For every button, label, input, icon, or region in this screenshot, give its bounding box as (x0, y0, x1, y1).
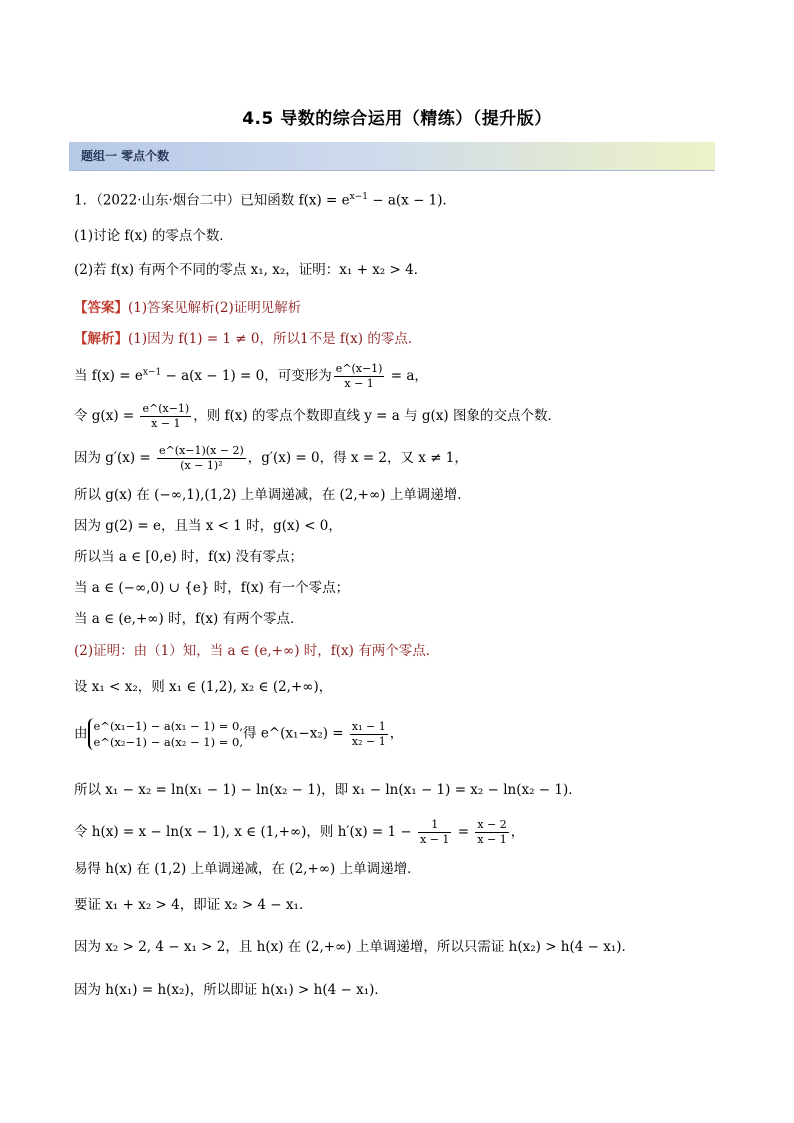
analysis-line-5: 所以 g(x) 在 (−∞,1),(1,2) 上单调递减，在 (2,+∞) 上单调递增． (74, 487, 471, 503)
fraction: $\frac{e\^{}(x-1)(x - 2)}{\text{(x − 1)²}}$ (159, 444, 244, 472)
fraction: $\frac{\text{x₁ − 1}}{\text{x₂ − 1}}$ (351, 719, 386, 748)
analysis-line-1: 【解析】(1)因为 f(1) = 1 ≠ 0，所以1不是 f(x) 的零点． (74, 331, 422, 347)
problem-part-2: (2)若 f(x) 有两个不同的零点 x₁, x₂，证明：x₁ + x₂ > 4． (74, 262, 428, 278)
analysis-line-8: 当 a ∈ (−∞,0) ∪ {e} 时，f(x) 有一个零点； (74, 580, 350, 596)
analysis-line-17: 因为 x₂ > 2, 4 − x₁ > 2，且 h(x) 在 (2,+∞) 上单调递增，所以只需证 h(x₂) > h(4 − x₁)． (74, 939, 636, 955)
fraction: $\frac{x - 2}{x - 1}$ (477, 818, 507, 846)
analysis-line-13: 所以 x₁ − x₂ = ln(x₁ − 1) − ln(x₂ − 1)，即 x₁ − ln(x₁ − 1) = x₂ − ln(x₂ − 1)． (74, 782, 582, 798)
analysis-line-11: 设 x₁ < x₂，则 x₁ ∈ (1,2), x₂ ∈ (2,+∞)， (74, 679, 333, 695)
equation-system: e^(x₁−1) − a(x₁ − 1) = 0, e^(x₂−1) − a(x₂ − 1) = 0, (88, 718, 244, 750)
analysis-line-7: 所以当 a ∈ [0,e) 时，f(x) 没有零点； (74, 549, 304, 565)
analysis-line-4: 因为 g′(x) = $\frac{e\^{}(x-1)(x - 2)}{\text{(x − 1)²}}$ ，g′(x) = 0，得 x = 2，又 x ≠ 1， (74, 444, 468, 472)
problem-part-1: (1)讨论 f(x) 的零点个数． (74, 228, 233, 244)
fraction: $\frac{1}{x - 1}$ (420, 818, 450, 846)
answer-text: (1)答案见解析(2)证明见解析 (128, 300, 302, 316)
analysis-line-15: 易得 h(x) 在 (1,2) 上单调递减，在 (2,+∞) 上单调递增． (74, 861, 421, 877)
analysis-line-18: 因为 h(x₁) = h(x₂)，所以即证 h(x₁) > h(4 − x₁)． (74, 982, 388, 998)
analysis-line-6: 因为 g(2) = e，且当 x < 1 时，g(x) < 0， (74, 518, 342, 534)
analysis-line-12: 由 e^(x₁−1) − a(x₁ − 1) = 0, e^(x₂−1) − a(x₂ − 1) = 0, 得 e^(x₁−x₂) = $\frac{\text{x₁ − 1}}{\text{x₂ − 1}}$ ， (74, 719, 404, 750)
answer-label: 【答案】 (74, 300, 128, 316)
analysis-line-9: 当 a ∈ (e,+∞) 时，f(x) 有两个零点． (74, 611, 304, 627)
fraction: $\frac{e\^{}(x-1)}{x - 1}$ (335, 362, 383, 390)
analysis-line-2: 当 $f(x) = e^{x-1} - a(x - 1) = 0$，可变形为 $\frac{e\^{}(x-1)}{x - 1}$ = a， (74, 362, 428, 390)
analysis-line-10: (2)证明：由（1）知，当 a ∈ (e,+∞) 时，f(x) 有两个零点． (74, 643, 440, 659)
analysis-label: 【解析】 (74, 331, 128, 347)
problem-intro: 1．（2022·山东·烟台二中）已知函数 $f(x) = e^{x-1} - a(x - 1)$． (74, 192, 457, 209)
analysis-line-14: 令 h(x) = x − ln(x − 1), x ∈ (1,+∞)，则 h′(x) = 1 − $\frac{1}{x - 1}$ = $\frac{x - 2}{x - 1}$ ， (74, 818, 525, 846)
analysis-line-3: 令 g(x) = $\frac{e\^{}(x-1)}{x - 1}$ ，则 f(x) 的零点个数即直线 y = a 与 g(x) 图象的交点个数． (74, 402, 561, 430)
fraction: $\frac{e\^{}(x-1)}{x - 1}$ (142, 402, 190, 430)
page-title: 4.5 导数的综合运用（精练）（提升版） (242, 109, 552, 129)
section-header-label: 题组一 零点个数 (81, 149, 170, 163)
section-header-bar (69, 142, 715, 171)
answer-line (74, 300, 301, 316)
analysis-line-16: 要证 x₁ + x₂ > 4，即证 x₂ > 4 − x₁． (74, 897, 313, 913)
